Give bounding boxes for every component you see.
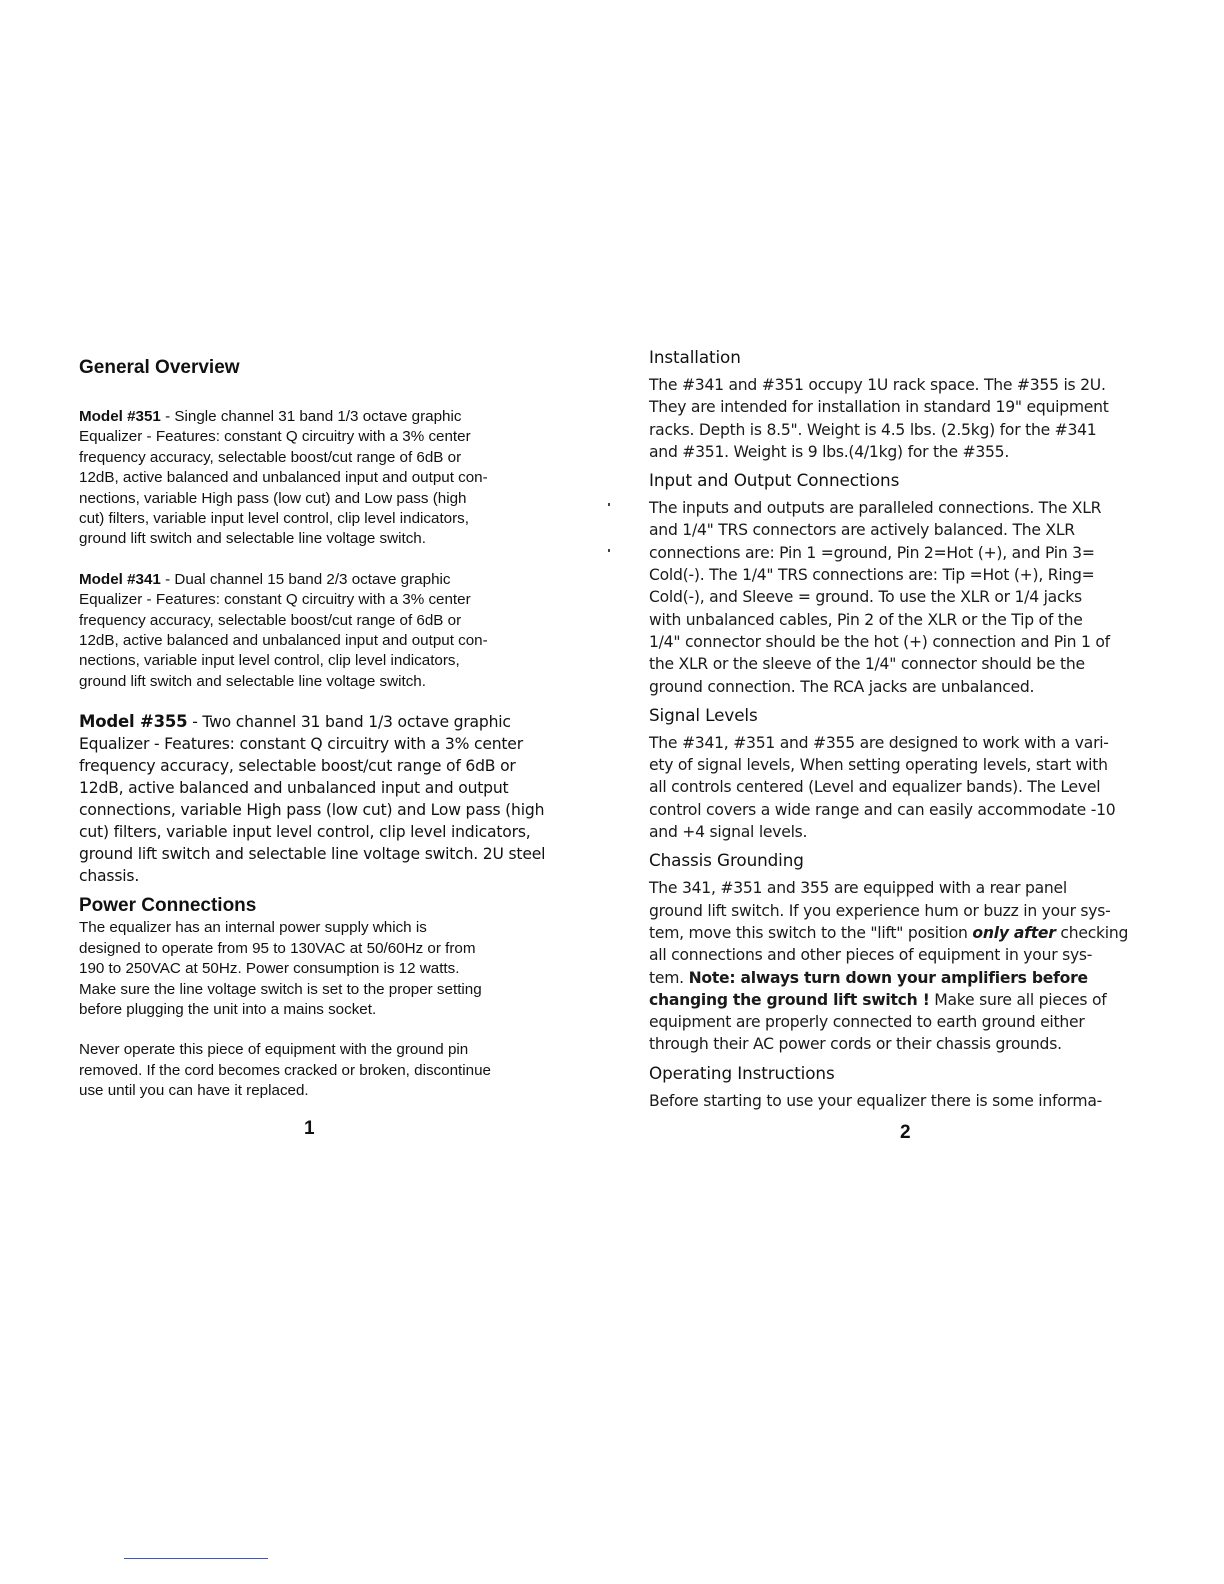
model-355-line: ground lift switch and selectable line voltage switch. 2U steel bbox=[79, 845, 546, 864]
io-connections-text bbox=[649, 497, 1179, 698]
io-line: Cold(-), and Sleeve = ground. To use the XLR or 1/4 jacks bbox=[649, 588, 1082, 607]
model-355-description bbox=[79, 711, 599, 887]
scan-speck bbox=[608, 549, 610, 552]
model-355-line: chassis. bbox=[79, 867, 140, 886]
chassis-line: tem, move this switch to the "lift" position only after checking bbox=[649, 923, 1129, 942]
installation-line: and #351. Weight is 9 lbs.(4/1kg) for the #355. bbox=[649, 442, 1010, 461]
power-p1-line: designed to operate from 95 to 130VAC at 50/60Hz or from bbox=[79, 939, 476, 957]
installation-line: The #341 and #351 occupy 1U rack space. The #355 is 2U. bbox=[649, 376, 1106, 394]
operating-instructions-text bbox=[649, 1090, 1179, 1112]
signal-levels-text bbox=[649, 732, 1179, 843]
model-351-description bbox=[79, 407, 599, 550]
operating-instructions-heading: Operating Instructions bbox=[649, 1062, 835, 1083]
model-351-line: cut) filters, variable input level control, clip level indicators, bbox=[79, 510, 469, 528]
power-p2-line: use until you can have it replaced. bbox=[79, 1082, 309, 1100]
io-line: with unbalanced cables, Pin 2 of the XLR or the Tip of the bbox=[649, 610, 1083, 629]
chassis-line: all connections and other pieces of equipment in your sys- bbox=[649, 946, 1093, 965]
operating-line: Before starting to use your equalizer there is some informa- bbox=[649, 1091, 1103, 1110]
power-paragraph-1 bbox=[79, 918, 599, 1020]
signal-line: The #341, #351 and #355 are designed to work with a vari- bbox=[649, 733, 1109, 752]
power-p1-line: Make sure the line voltage switch is set to the proper setting bbox=[79, 980, 482, 998]
signal-line: all controls centered (Level and equalizer bands). The Level bbox=[649, 778, 1101, 797]
installation-line: racks. Depth is 8.5". Weight is 4.5 lbs. (2.5kg) for the #341 bbox=[649, 420, 1097, 439]
model-351-line: Equalizer - Features: constant Q circuitry with a 3% center bbox=[79, 428, 471, 446]
model-341-description bbox=[79, 570, 599, 692]
model-355-line: 12dB, active balanced and unbalanced input and output bbox=[79, 779, 509, 798]
model-351-line: 12dB, active balanced and unbalanced input and output con- bbox=[79, 469, 488, 487]
signal-line: and +4 signal levels. bbox=[649, 823, 808, 842]
page-number-1: 1 bbox=[304, 1118, 315, 1139]
io-line: connections are: Pin 1 =ground, Pin 2=Hot (+), and Pin 3= bbox=[649, 543, 1095, 562]
io-connections-heading: Input and Output Connections bbox=[649, 470, 900, 491]
chassis-line: equipment are properly connected to earth ground either bbox=[649, 1013, 1085, 1032]
io-line: 1/4" connector should be the hot (+) connection and Pin 1 of bbox=[649, 632, 1110, 651]
right-page bbox=[649, 346, 1179, 1112]
installation-line: They are intended for installation in standard 19" equipment bbox=[649, 398, 1109, 417]
io-line: The inputs and outputs are paralleled connections. The XLR bbox=[649, 499, 1102, 518]
model-355-label: Model #355 bbox=[79, 712, 188, 732]
signal-line: ety of signal levels, When setting operating levels, start with bbox=[649, 756, 1108, 775]
model-355-line: frequency accuracy, selectable boost/cut range of 6dB or bbox=[79, 757, 516, 776]
power-p2-line: removed. If the cord becomes cracked or broken, discontinue bbox=[79, 1061, 491, 1079]
left-page bbox=[79, 346, 599, 1102]
installation-text bbox=[649, 374, 1179, 463]
io-line: Cold(-). The 1/4" TRS connections are: Tip =Hot (+), Ring= bbox=[649, 566, 1095, 585]
chassis-grounding-text bbox=[649, 877, 1179, 1055]
general-overview-heading: General Overview bbox=[79, 357, 240, 378]
power-connections-heading: Power Connections bbox=[79, 895, 257, 917]
power-p2-line: Never operate this piece of equipment with the ground pin bbox=[79, 1041, 469, 1059]
chassis-line: through their AC power cords or their chassis grounds. bbox=[649, 1035, 1062, 1054]
model-351-line: nections, variable High pass (low cut) and Low pass (high bbox=[79, 489, 467, 507]
signal-levels-heading: Signal Levels bbox=[649, 704, 758, 725]
model-351-line: frequency accuracy, selectable boost/cut range of 6dB or bbox=[79, 448, 462, 466]
model-341-line: frequency accuracy, selectable boost/cut range of 6dB or bbox=[79, 611, 462, 629]
model-341-line: ground lift switch and selectable line voltage switch. bbox=[79, 672, 426, 690]
model-341-label: Model #341 bbox=[79, 570, 161, 588]
model-351-line: ground lift switch and selectable line voltage switch. bbox=[79, 530, 426, 548]
io-line: ground connection. The RCA jacks are unbalanced. bbox=[649, 677, 1035, 696]
scan-speck bbox=[608, 503, 610, 506]
model-341-line: nections, variable input level control, clip level indicators, bbox=[79, 652, 460, 670]
chassis-line: tem. Note: always turn down your amplifiers before bbox=[649, 968, 1088, 987]
model-355-line: connections, variable High pass (low cut) and Low pass (high bbox=[79, 801, 545, 820]
footer-rule bbox=[124, 1558, 268, 1559]
power-p1-line: before plugging the unit into a mains socket. bbox=[79, 1000, 377, 1018]
model-341-line: Equalizer - Features: constant Q circuitry with a 3% center bbox=[79, 591, 471, 609]
ground-lift-note: Note: always turn down your amplifiers before bbox=[688, 968, 1088, 987]
chassis-line: ground lift switch. If you experience hum or buzz in your sys- bbox=[649, 901, 1111, 920]
power-p1-line: 190 to 250VAC at 50Hz. Power consumption is 12 watts. bbox=[79, 960, 460, 978]
chassis-line: changing the ground lift switch ! Make sure all pieces of bbox=[649, 990, 1107, 1009]
power-paragraph-2 bbox=[79, 1040, 599, 1101]
power-p1-line: The equalizer has an internal power supply which is bbox=[79, 919, 427, 937]
model-355-line: - Two channel 31 band 1/3 octave graphic bbox=[187, 713, 511, 732]
page-number-2: 2 bbox=[900, 1122, 911, 1143]
signal-line: control covers a wide range and can easily accommodate -10 bbox=[649, 800, 1116, 819]
model-351-line: - Single channel 31 band 1/3 octave graphic bbox=[160, 408, 462, 425]
model-355-line: cut) filters, variable input level control, clip level indicators, bbox=[79, 823, 531, 842]
io-line: and 1/4" TRS connectors are actively balanced. The XLR bbox=[649, 521, 1075, 540]
only-after-emphasis: only after bbox=[972, 923, 1056, 942]
ground-lift-note-continued: changing the ground lift switch ! bbox=[649, 990, 930, 1009]
model-351-label: Model #351 bbox=[79, 408, 161, 425]
chassis-line: The 341, #351 and 355 are equipped with a rear panel bbox=[649, 879, 1067, 898]
installation-heading: Installation bbox=[649, 347, 741, 367]
model-341-line: - Dual channel 15 band 2/3 octave graphic bbox=[160, 570, 451, 588]
chassis-grounding-heading: Chassis Grounding bbox=[649, 850, 804, 871]
model-341-line: 12dB, active balanced and unbalanced input and output con- bbox=[79, 632, 488, 650]
io-line: the XLR or the sleeve of the 1/4" connector should be the bbox=[649, 655, 1085, 674]
model-355-line: Equalizer - Features: constant Q circuitry with a 3% center bbox=[79, 735, 523, 754]
